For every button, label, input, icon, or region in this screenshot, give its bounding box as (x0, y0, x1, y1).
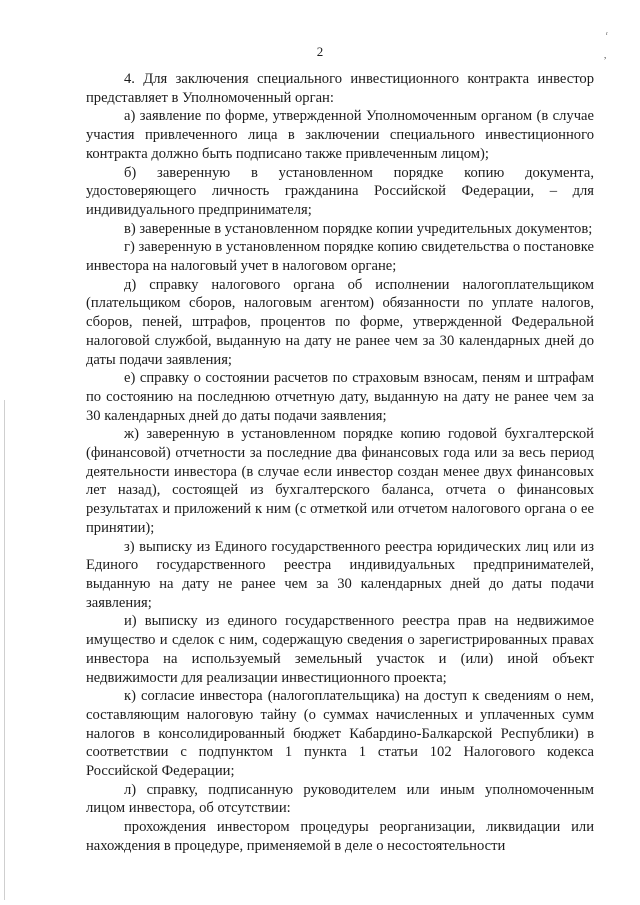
page-number: 2 (316, 44, 324, 59)
paragraph-item-a: а) заявление по форме, утвержденной Уполномоченным органом (в случае участия привлеченного лица в заключении специального инвестиционного контракта должно быть подписано также привлеченным лицом); (86, 108, 594, 162)
paragraph-item-v: в) заверенные в установленном порядке копии учредительных документов; (124, 220, 593, 237)
paragraph-item-k: к) согласие инвестора (налогоплательщика) на доступ к сведениям о нем, составляющим налоговую тайну (о суммах начисленных и уплаченных сумм налогов в консолидированный бюджет Кабардино-Балкарской Республики) в соответствии с подпунктом 1 пункта 1 статьи 102 Налогового кодекса Российской Федерации; (86, 688, 594, 780)
paragraph-item-l: л) справку, подписанную руководителем или иным уполномоченным лицом инвестора, об отсутствии: (86, 781, 594, 817)
paragraph-intro: 4. Для заключения специального инвестиционного контракта инвестор представляет в Уполномоченный орган: (86, 71, 594, 106)
margin-mark: ᵣ (606, 26, 609, 36)
paragraph-item-zh: ж) заверенную в установленном порядке копию годовой бухгалтерской (финансовой) отчетности за последние два финансовых года или за весь период деятельности инвестора (в случае если инвестор создан менее двух финансовых лет назад), состоящей из бухгалтерского баланса, отчета о финансовых результатах и приложений к ним (с отметкой или отчетом налогового органа о ее принятии); (86, 426, 594, 536)
paragraph-item-z: з) выписку из Единого государственного реестра юридических лиц или из Единого государственного реестра индивидуальных предпринимателей, выданную на дату не ранее чем за 30 календарных дней до даты подачи заявления; (86, 538, 594, 611)
paragraph-subitem: прохождения инвестором процедуры реорганизации, ликвидации или нахождения в процедуре, применяемой в деле о несостоятельности (86, 819, 594, 854)
document-body (86, 70, 594, 856)
binding-edge-line (4, 400, 5, 900)
paragraph-item-i: и) выписку из единого государственного реестра прав на недвижимое имущество и сделок с ним, содержащую сведения о зарегистрированных правах инвестора на используемый земельный участок и (или) иной объект недвижимости для реализации инвестиционного проекта; (86, 613, 594, 686)
paragraph-item-b: б) заверенную в установленном порядке копию документа, удостоверяющего личность гражданина Российской Федерации, – для индивидуального предпринимателя; (86, 164, 594, 218)
paragraph-item-e: е) справку о состоянии расчетов по страховым взносам, пеням и штрафам по состоянию на последнюю отчетную дату, выданную на дату не ранее чем за 30 календарных дней до даты подачи заявления; (86, 370, 594, 424)
paragraph-item-g: г) заверенную в установленном порядке копию свидетельства о постановке инвестора на налоговый учет в налоговом органе; (86, 239, 594, 275)
paragraph-item-d: д) справку налогового органа об исполнении налогоплательщиком (плательщиком сборов, налоговым агентом) обязанности по уплате налогов, сборов, пеней, штрафов, процентов по форме, утвержденной Федеральной налоговой службой, выданную на дату не ранее чем за 30 календарных дней до даты подачи заявления; (86, 276, 594, 368)
margin-mark: , (604, 50, 607, 60)
